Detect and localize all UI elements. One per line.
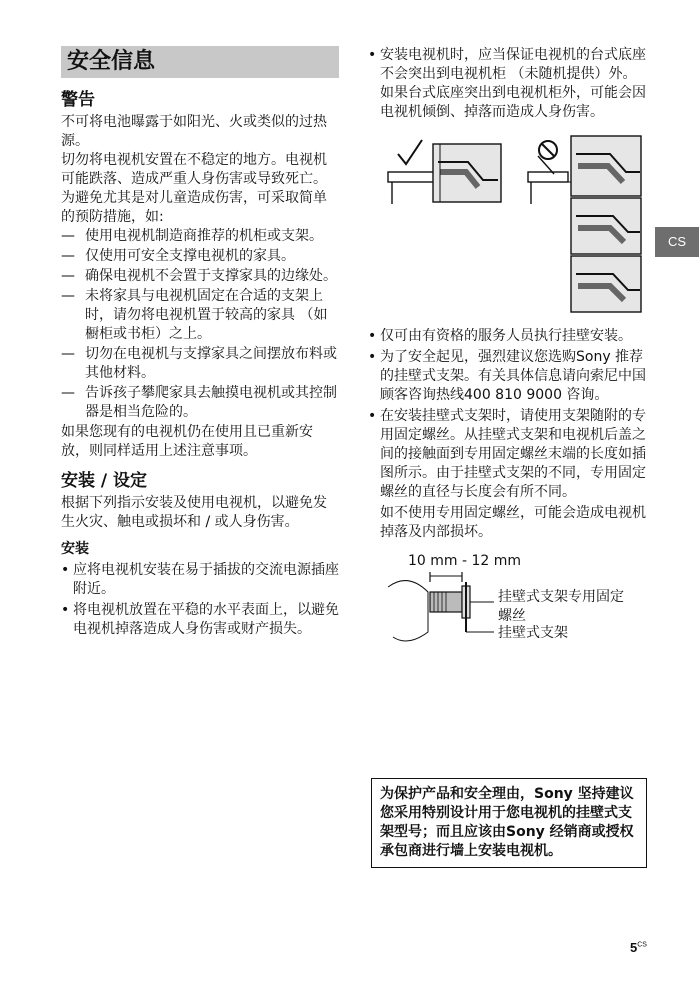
list-item: • 为了安全起见，强烈建议您选购Sony 推荐的挂壁式支架。有关具体信息请向索尼中国顾客咨询热线400 810 9000 咨询。 [368,348,648,405]
wall-mount-list [368,327,648,502]
notice-box: 为保护产品和安全理由，Sony 坚持建议您采用特别设计用于您电视机的挂壁式支架型号；而且应该由Sony 经销商或授权承包商进行墙上安装电视机。 [371,778,647,868]
list-item: — 告诉孩子攀爬家具去触摸电视机或其控制器是相当危险的。 [61,384,339,422]
screw-dimension: 10 mm - 12 mm [408,553,522,569]
page-number [630,940,647,955]
warning-list [61,227,339,422]
list-item: • 仅可由有资格的服务人员执行挂壁安装。 [368,327,648,346]
tv-stand-diagram [378,132,653,317]
install-heading: 安装 / 设定 [61,471,148,491]
install-subheading: 安装 [61,541,89,557]
check-icon [398,140,422,164]
screw-warning: 如不使用专用固定螺丝，可能会造成电视机掉落及内部损坏。 [380,505,646,540]
list-item: — 使用电视机制造商推荐的机柜或支架。 [61,227,339,246]
left-column [61,46,339,641]
list-item: — 切勿在电视机与支撑家具之间摆放布料或其他材料。 [61,345,339,383]
warning-para-existing: 如果您现有的电视机仍在使用且已重新安放，则同样适用上述注意事项。 [61,424,313,459]
screw-label: 挂壁式支架专用固定螺丝 [498,589,624,624]
install-intro: 根据下列指示安装及使用电视机，以避免发生火灾、触电或损坏和 / 或人身伤害。 [61,495,327,530]
list-item: • 在安装挂壁式支架时，请使用支架随附的专用固定螺丝。从挂壁式支架和电视机后盖之间的接触面到专用固定螺丝末端的长度如插图所示。由于挂壁式支架的不同，专用固定螺丝的直径与长度会有所不同。 [368,407,648,502]
warning-para-unstable: 切勿将电视机安置在不稳定的地方。电视机可能跌落、造成严重人身伤害或导致死亡。为避免尤其是对儿童造成伤害，可采取简单的预防措施，如: [61,152,327,225]
list-item: — 仅使用可安全支撑电视机的家具。 [61,247,339,266]
warning-heading: 警告 [61,90,95,110]
install-list [61,561,339,639]
stand-illustration [378,132,653,317]
list-item: — 未将家具与电视机固定在合适的支架上时，请勿将电视机置于较高的家具 （如橱柜或书柜）之上。 [61,287,339,344]
warning-para-battery: 不可将电池曝露于如阳光、火或类似的过热源。 [61,114,327,149]
page-title: 安全信息 [61,46,339,78]
list-item: • 安装电视机时，应当保证电视机的台式底座不会突出到电视机柜 （未随机提供）外。如果台式底座突出到电视机柜外，可能会因电视机倾倒、掉落而造成人身伤害。 [368,46,648,122]
list-item: — 确保电视机不会置于支撑家具的边缘处。 [61,267,339,286]
stand-list [368,46,648,122]
page-number-value: 5 [630,940,638,955]
language-tab: CS [655,227,699,257]
right-column [368,46,648,652]
list-item: • 应将电视机安装在易于插拔的交流电源插座附近。 [61,561,339,599]
list-item: • 将电视机放置在平稳的水平表面上，以避免电视机掉落造成人身伤害或财产损失。 [61,601,339,639]
page-number-suffix: CS [637,941,647,949]
screw-illustration [368,552,628,652]
bracket-label: 挂壁式支架 [498,625,568,641]
